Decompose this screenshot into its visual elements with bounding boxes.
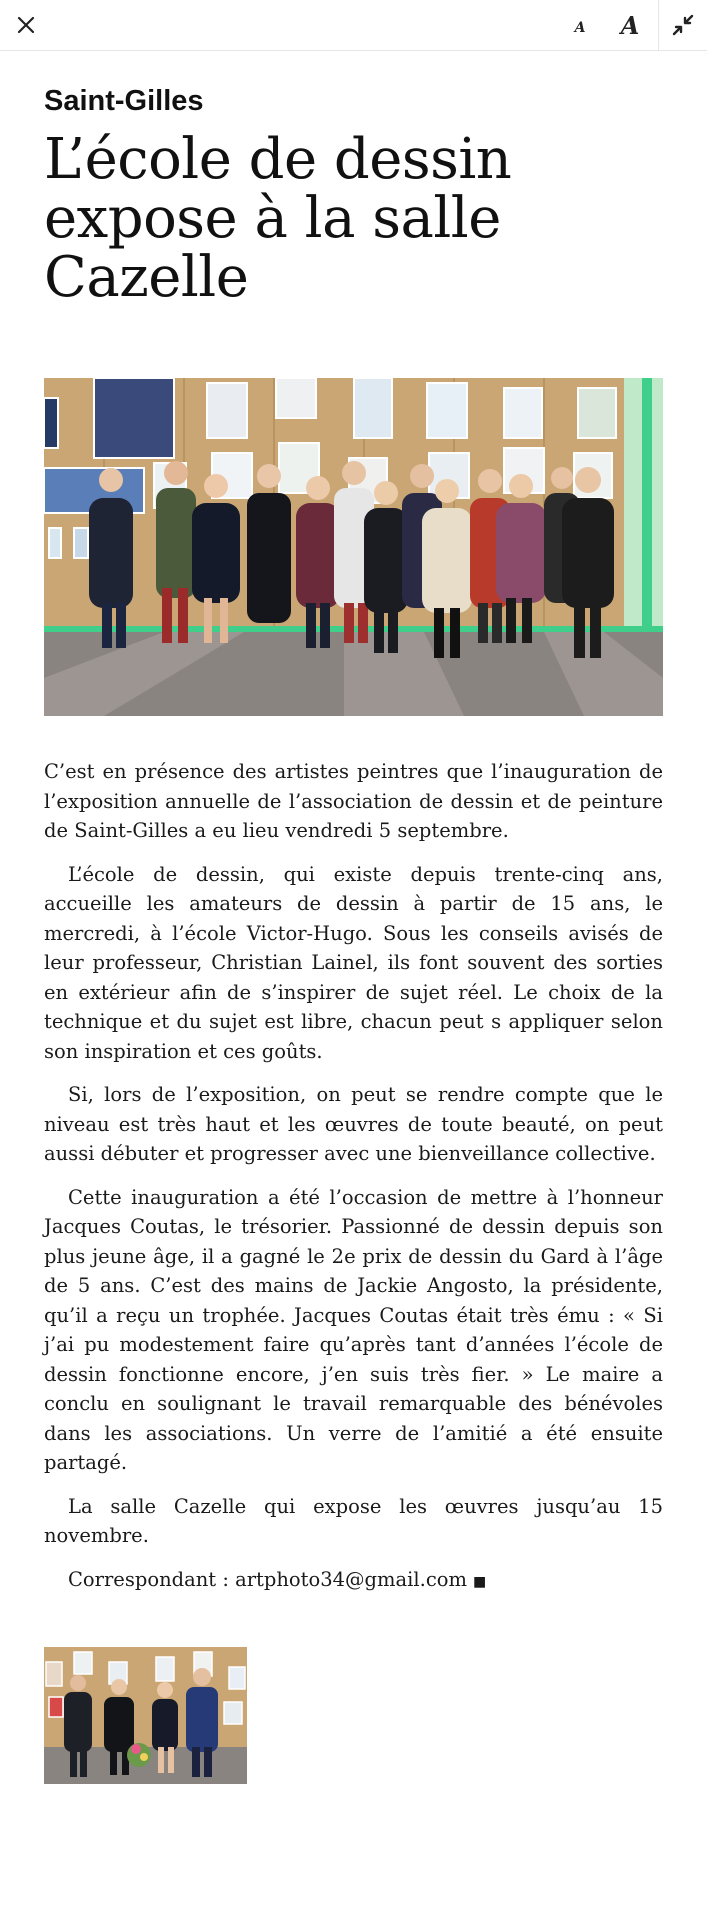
close-icon bbox=[16, 15, 36, 35]
font-small-icon: A bbox=[574, 20, 586, 36]
exit-fullscreen-button[interactable] bbox=[658, 0, 707, 50]
main-photo bbox=[44, 378, 663, 716]
collapse-arrows-icon bbox=[672, 14, 694, 36]
article-signature bbox=[44, 1565, 663, 1598]
reader-toolbar bbox=[0, 0, 707, 51]
end-mark-icon: ■ bbox=[472, 1573, 487, 1590]
article-paragraph-1: C’est en présence des artistes peintres que l’inauguration de l’exposition annuelle de l’association de dessin et de peinture de Saint-Gilles a eu lieu vendredi 5 septembre. bbox=[44, 760, 663, 842]
correspondent-text: Correspondant : artphoto34@gmail.com bbox=[68, 1567, 467, 1591]
close-button[interactable] bbox=[6, 0, 46, 50]
increase-font-button[interactable] bbox=[610, 0, 650, 50]
article-paragraph-5: La salle Cazelle qui expose les œuvres jusqu’au 15 novembre. bbox=[44, 1494, 663, 1547]
secondary-photo bbox=[44, 1647, 247, 1784]
article-paragraph-3: Si, lors de l’exposition, on peut se rendre compte que le niveau est très haut et les œuvres de toute beauté, on peut aussi débuter et progresser avec une bienveillance collective. bbox=[44, 1083, 663, 1165]
decrease-font-button[interactable] bbox=[560, 0, 600, 50]
article-body bbox=[44, 757, 663, 1611]
font-large-icon: A bbox=[620, 10, 640, 40]
article-kicker: Saint-Gilles bbox=[44, 85, 204, 117]
article-title: L’école de dessin expose à la salle Cazelle bbox=[44, 127, 512, 310]
article-paragraph-2: L’école de dessin, qui existe depuis trente-cinq ans, accueille les amateurs de dessin à partir de 15 ans, le mercredi, à l’école Victor-Hugo. Sous les conseils avisés de leur professeur, Christian Lainel, ils font souvent des sorties en extérieur afin de s’inspirer de sujet réel. Le choix de la technique et du sujet est libre, chacun peut s appliquer selon son inspiration et ces goûts. bbox=[44, 862, 663, 1063]
article-paragraph-4: Cette inauguration a été l’occasion de mettre à l’honneur Jacques Coutas, le trésorier. Passionné de dessin depuis son plus jeune âge, il a gagné le 2e prix de dessin du Gard à l’âge de 5 ans. C’est des mains de Jackie Angosto, la présidente, qu’il a reçu un trophée. Jacques Coutas était très ému : « Si j’ai pu modestement faire qu’après tant d’années l’école de dessin fonctionne encore, j’en suis très fier. » Le maire a conclu en soulignant le travail remarquable des bénévoles dans les associations. Un verre de l’amitié a été ensuite partagé. bbox=[44, 1185, 663, 1474]
